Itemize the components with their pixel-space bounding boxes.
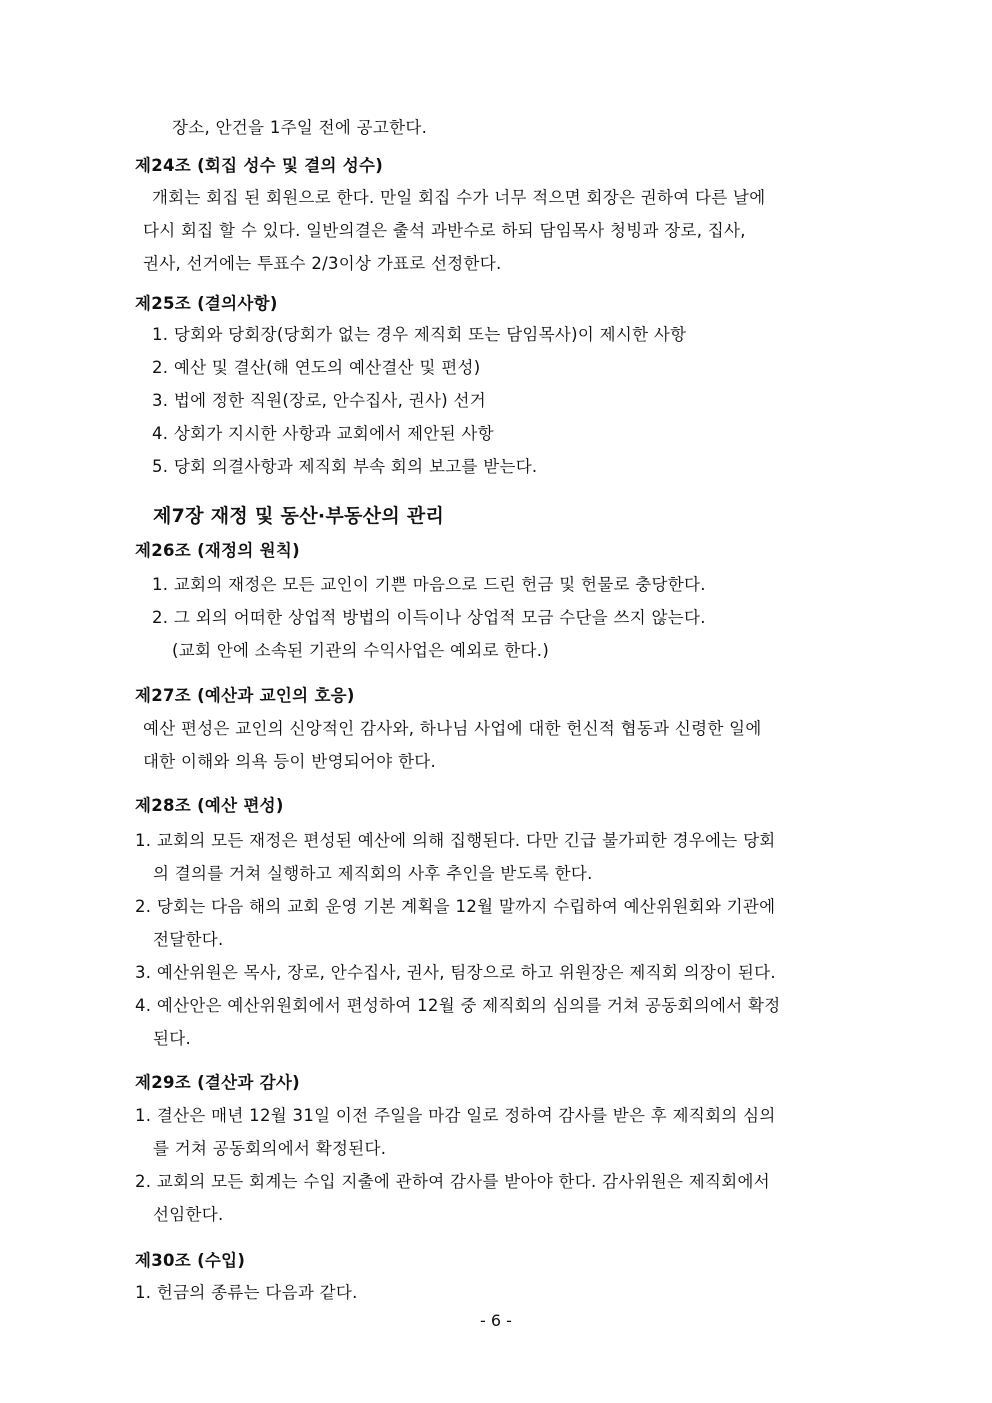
article-24-text: 개회는 회집 된 회원으로 한다. 만일 회집 수가 너무 적으면 회장은 권하여 다른 날에 <box>152 188 766 207</box>
article-29-text: 2. 교회의 모든 회계는 수입 지출에 관하여 감사를 받아야 한다. 감사위원은 제직회에서 <box>135 1172 771 1191</box>
article-29-text: 1. 결산은 매년 12월 31일 이전 주일을 마감 일로 정하여 감사를 받은 후 제직회의 심의 <box>135 1106 776 1125</box>
article-26-note: (교회 안에 소속된 기관의 수익사업은 예외로 한다.) <box>172 641 550 660</box>
article-25-heading: 제25조 (결의사항) <box>135 294 278 313</box>
article-26-item: 2. 그 외의 어떠한 상업적 방법의 이득이나 상업적 모금 수단을 쓰지 않는다. <box>152 608 706 627</box>
article-28-heading: 제28조 (예산 편성) <box>135 796 284 815</box>
article-25-item: 5. 당회 의결사항과 제직회 부속 회의 보고를 받는다. <box>152 457 538 476</box>
article-25-item: 2. 예산 및 결산(해 연도의 예산결산 및 편성) <box>152 358 481 377</box>
article-30-text: 1. 헌금의 종류는 다음과 같다. <box>135 1283 358 1302</box>
article-29-text: 선임한다. <box>153 1205 224 1224</box>
article-26-heading: 제26조 (재정의 원칙) <box>135 541 301 560</box>
article-25-item: 1. 당회와 당회장(당회가 없는 경우 제직회 또는 담임목사)이 제시한 사항 <box>152 325 687 344</box>
article-27-text: 대한 이해와 의욕 등이 반영되어야 한다. <box>143 752 437 771</box>
article-28-text: 된다. <box>153 1029 192 1048</box>
article-28-text: 의 결의를 거쳐 실행하고 제직회의 사후 추인을 받도록 한다. <box>153 864 593 883</box>
page-number: - 6 - <box>480 1311 512 1330</box>
article-26-item: 1. 교회의 재정은 모든 교인이 기쁜 마음으로 드린 헌금 및 헌물로 충당한다. <box>152 575 706 594</box>
article-28-text: 전달한다. <box>153 930 224 949</box>
article-24-text: 다시 회집 할 수 있다. 일반의결은 출석 과반수로 하되 담임목사 청빙과 장로, 집사, <box>143 221 746 240</box>
article-24-heading: 제24조 (회집 성수 및 결의 성수) <box>135 156 384 175</box>
article-25-item: 3. 법에 정한 직원(장로, 안수집사, 권사) 선거 <box>152 391 486 410</box>
article-27-heading: 제27조 (예산과 교인의 호응) <box>135 686 355 705</box>
article-27-text: 예산 편성은 교인의 신앙적인 감사와, 하나님 사업에 대한 헌신적 협동과 신령한 일에 <box>143 719 762 738</box>
article-28-text: 3. 예산위원은 목사, 장로, 안수집사, 권사, 팀장으로 하고 위원장은 제직회 의장이 된다. <box>135 963 776 982</box>
chapter-7-heading: 제7장 재정 및 동산·부동산의 관리 <box>153 505 445 527</box>
article-28-text: 4. 예산안은 예산위원회에서 편성하여 12월 중 제직회의 심의를 거쳐 공동회의에서 확정 <box>135 996 781 1015</box>
article-30-heading: 제30조 (수입) <box>135 1251 246 1270</box>
article-28-text: 2. 당회는 다음 해의 교회 운영 기본 계획을 12월 말까지 수립하여 예산위원회와 기관에 <box>135 897 776 916</box>
continuation-text: 장소, 안건을 1주일 전에 공고한다. <box>172 118 428 137</box>
article-24-text: 권사, 선거에는 투표수 2/3이상 가표로 선정한다. <box>143 254 502 273</box>
article-28-text: 1. 교회의 모든 재정은 편성된 예산에 의해 집행된다. 다만 긴급 불가피한 경우에는 당회 <box>135 831 776 850</box>
article-29-text: 를 거쳐 공동회의에서 확정된다. <box>153 1139 387 1158</box>
article-25-item: 4. 상회가 지시한 사항과 교회에서 제안된 사항 <box>152 424 494 443</box>
article-29-heading: 제29조 (결산과 감사) <box>135 1073 301 1092</box>
